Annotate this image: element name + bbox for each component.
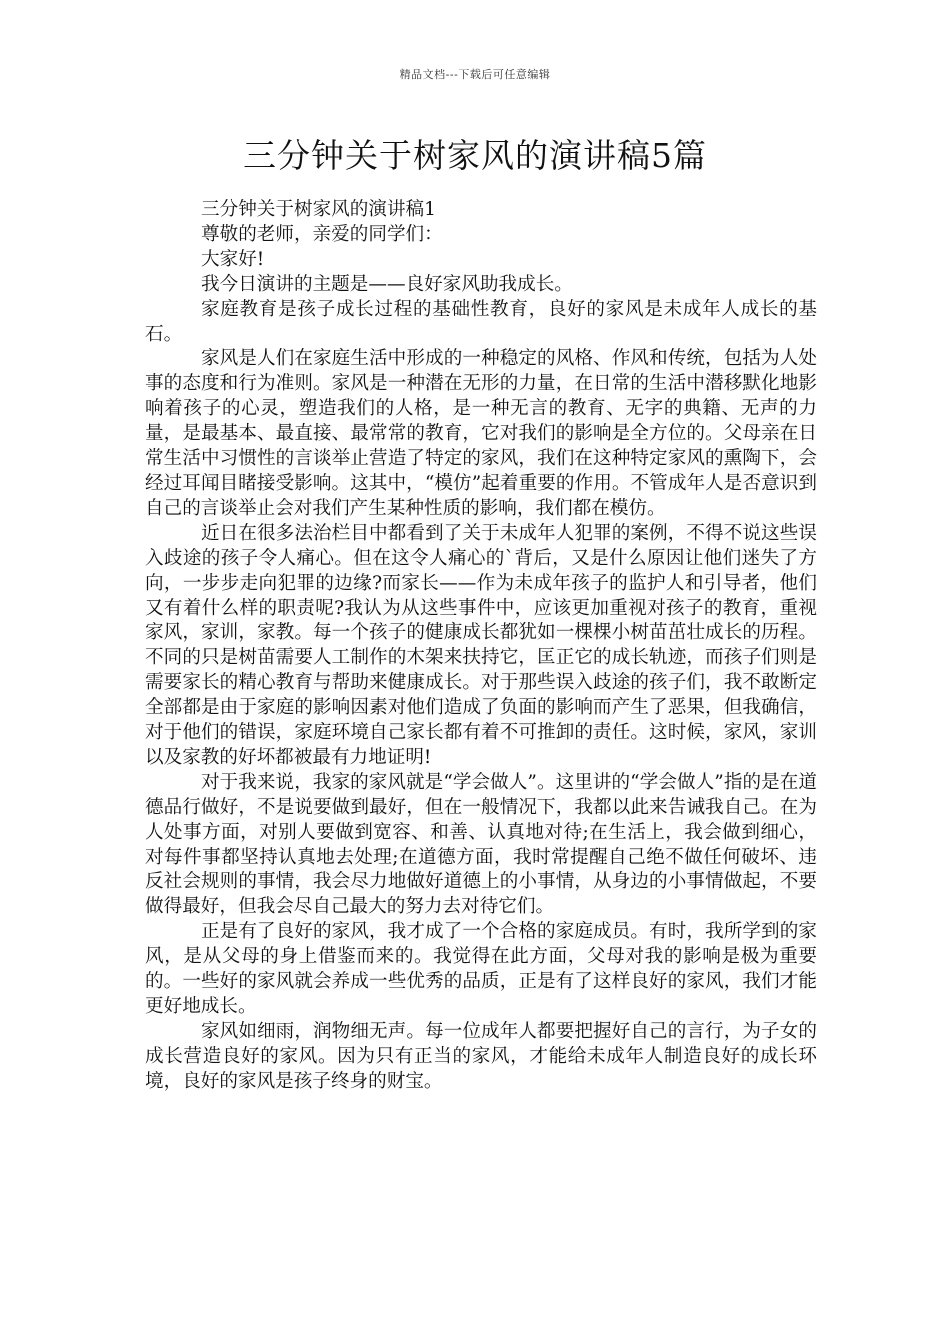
header-note: 精品文档---下载后可任意编辑 <box>399 68 551 81</box>
paragraph-5: 正是有了良好的家风，我才成了一个合格的家庭成员。有时，我所学到的家风，是从父母的身上借鉴而来的。我觉得在此方面，父母对我的影响是极为重要的。一些好的家风就会养成一些优秀的品质，正是有了这样良好的家风，我们才能更好地成长。 <box>145 921 817 1017</box>
paragraph-4: 对于我来说，我家的家风就是“学会做人”。这里讲的“学会做人”指的是在道德品行做好，不是说要做到最好，但在一般情况下，我都以此来告诫我自己。在为人处事方面，对别人要做到宽容、和善、认真地对待;在生活上，我会做到细心，对每件事都坚持认真地去处理;在道德方面，我时常提醒自己绝不做任何破坏、违反社会规则的事情，我会尽力地做好道德上的小事情，从身边的小事情做起，不要做得最好，但我会尽自己最大的努力去对待它们。 <box>145 771 817 918</box>
document-title: 三分钟关于树家风的演讲稿5篇 <box>243 136 707 175</box>
paragraph-1: 家庭教育是孩子成长过程的基础性教育，良好的家风是未成年人成长的基石。 <box>145 298 817 345</box>
greeting: 大家好! <box>201 248 265 270</box>
paragraph-3: 近日在很多法治栏目中都看到了关于未成年人犯罪的案例，不得不说这些误入歧途的孩子令人痛心。但在这令人痛心的`背后，又是什么原因让他们迷失了方向，一步步走向犯罪的边缘?而家长——作为未成年孩子的监护人和引导者，他们又有着什么样的职责呢?我认为从这些事件中，应该更加重视对孩子的教育，重视家风，家训，家教。每一个孩子的健康成长都犹如一棵棵小树苗茁壮成长的历程。不同的只是树苗需要人工制作的木架来扶持它，匡正它的成长轨迹，而孩子们则是需要家长的精心教育与帮助来健康成长。对于那些误入歧途的孩子们，我不敢断定全部都是由于家庭的影响因素对他们造成了负面的影响而产生了恶果，但我确信，对于他们的错误，家庭环境自己家长都有着不可推卸的责任。这时候，家风，家训以及家教的好坏都被最有力地证明! <box>145 522 817 768</box>
paragraph-2: 家风是人们在家庭生活中形成的一种稳定的风格、作风和传统，包括为人处事的态度和行为准则。家风是一种潜在无形的力量，在日常的生活中潜移默化地影响着孩子的心灵，塑造我们的人格，是一种无言的教育、无字的典籍、无声的力量，是最基本、最直接、最常常的教育，它对我们的影响是全方位的。父母亲在日常生活中习惯性的言谈举止营造了特定的家风，我们在这种特定家风的熏陶下，会经过耳闻目睹接受影响。这其中，“模仿”起着重要的作用。不管成年人是否意识到自己的言谈举止会对我们产生某种性质的影响，我们都在模仿。 <box>145 348 817 519</box>
document-body <box>145 198 817 1095</box>
paragraph-6: 家风如细雨，润物细无声。每一位成年人都要把握好自己的言行，为子女的成长营造良好的家风。因为只有正当的家风，才能给未成年人制造良好的成长环境，良好的家风是孩子终身的财宝。 <box>145 1020 817 1092</box>
theme-line: 我今日演讲的主题是——良好家风助我成长。 <box>201 273 573 295</box>
salutation: 尊敬的老师，亲爱的同学们： <box>201 223 443 245</box>
speech-subtitle: 三分钟关于树家风的演讲稿1 <box>201 199 436 220</box>
